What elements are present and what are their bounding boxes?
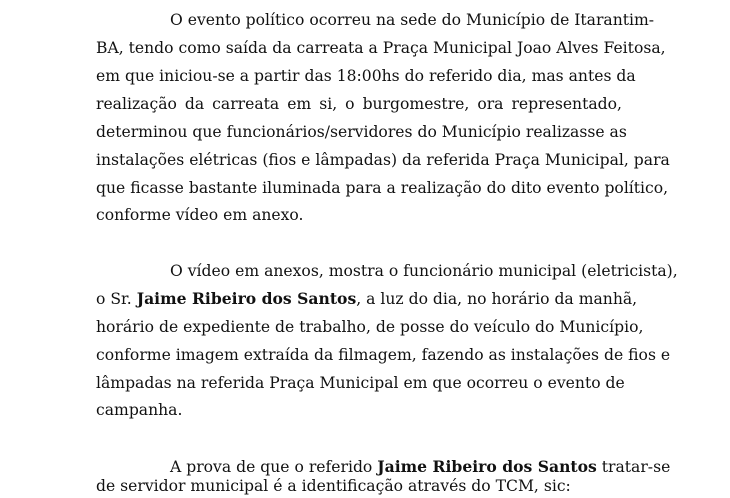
- employee-name: Jaime Ribeiro dos Santos: [377, 457, 597, 476]
- paragraph1-line: BA, tendo como saída da carreata a Praça Municipal Joao Alves Feitosa,: [96, 39, 666, 57]
- paragraph2-line: campanha.: [96, 401, 183, 419]
- paragraph3-text: A prova de que o referido: [170, 458, 378, 476]
- paragraph2-line: horário de expediente de trabalho, de posse do veículo do Município,: [96, 318, 644, 336]
- paragraph2-text: o Sr.: [96, 290, 137, 308]
- paragraph2-line: lâmpadas na referida Praça Municipal em que ocorreu o evento de: [96, 374, 625, 392]
- paragraph2-line: conforme imagem extraída da filmagem, fazendo as instalações de fios e: [96, 346, 671, 364]
- paragraph1-line: determinou que funcionários/servidores do Município realizasse as: [96, 123, 627, 141]
- paragraph3-text: tratar-se: [596, 458, 671, 476]
- paragraph2-line: O vídeo em anexos, mostra o funcionário municipal (eletricista),: [170, 262, 678, 280]
- paragraph2-text: , a luz do dia, no horário da manhã,: [356, 290, 638, 308]
- paragraph1-line: que ficasse bastante iluminada para a realização do dito evento político,: [96, 179, 669, 197]
- paragraph1-line: instalações elétricas (fios e lâmpadas) da referida Praça Municipal, para: [96, 151, 670, 169]
- paragraph1-line: conforme vídeo em anexo.: [96, 206, 304, 224]
- paragraph1-line: O evento político ocorreu na sede do Município de Itarantim-: [170, 11, 655, 29]
- employee-name: Jaime Ribeiro dos Santos: [136, 289, 357, 308]
- paragraph2-line: [96, 287, 638, 311]
- paragraph3-line: de servidor municipal é a identificação através do TCM, sic:: [96, 477, 571, 495]
- paragraph1-line: realização da carreata em si, o burgomestre, ora representado,: [96, 95, 622, 113]
- paragraph1-line: em que iniciou-se a partir das 18:00hs do referido dia, mas antes da: [96, 67, 636, 85]
